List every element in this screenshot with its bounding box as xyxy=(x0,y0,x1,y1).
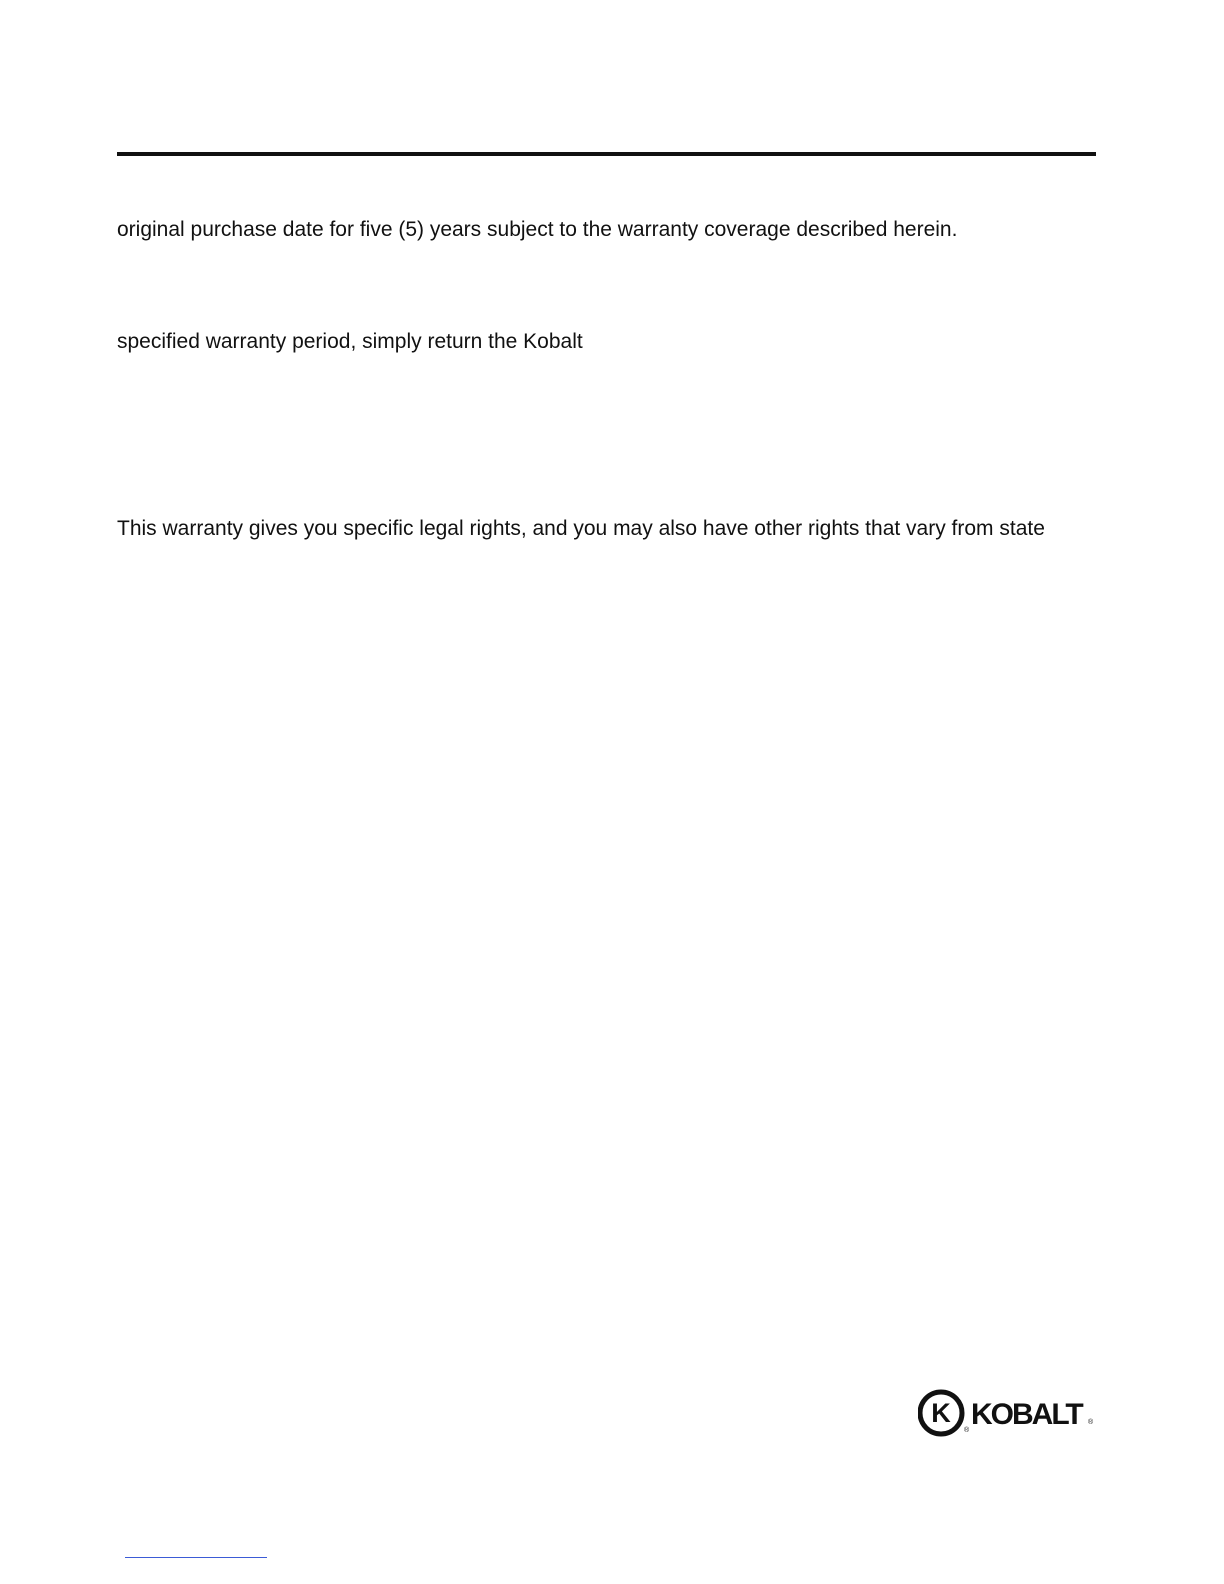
kobalt-logo-wordmark: KOBALT xyxy=(971,1398,1082,1431)
kobalt-logo-mark-letter: K xyxy=(931,1398,951,1428)
kobalt-logo-mark-icon xyxy=(920,1392,962,1434)
link-underline[interactable] xyxy=(125,1557,267,1558)
kobalt-logo-reg-mark-1: ® xyxy=(964,1427,970,1434)
kobalt-logo xyxy=(918,1388,1098,1438)
warranty-text-line-2: specified warranty period, simply return the Kobalt xyxy=(117,330,583,353)
kobalt-logo-reg-mark-2: ® xyxy=(1088,1419,1094,1426)
header-rule xyxy=(117,152,1096,156)
warranty-text-line-1: original purchase date for five (5) years subject to the warranty coverage described herein. xyxy=(117,218,958,241)
warranty-text-line-3: This warranty gives you specific legal rights, and you may also have other rights that vary from state xyxy=(117,517,1045,540)
